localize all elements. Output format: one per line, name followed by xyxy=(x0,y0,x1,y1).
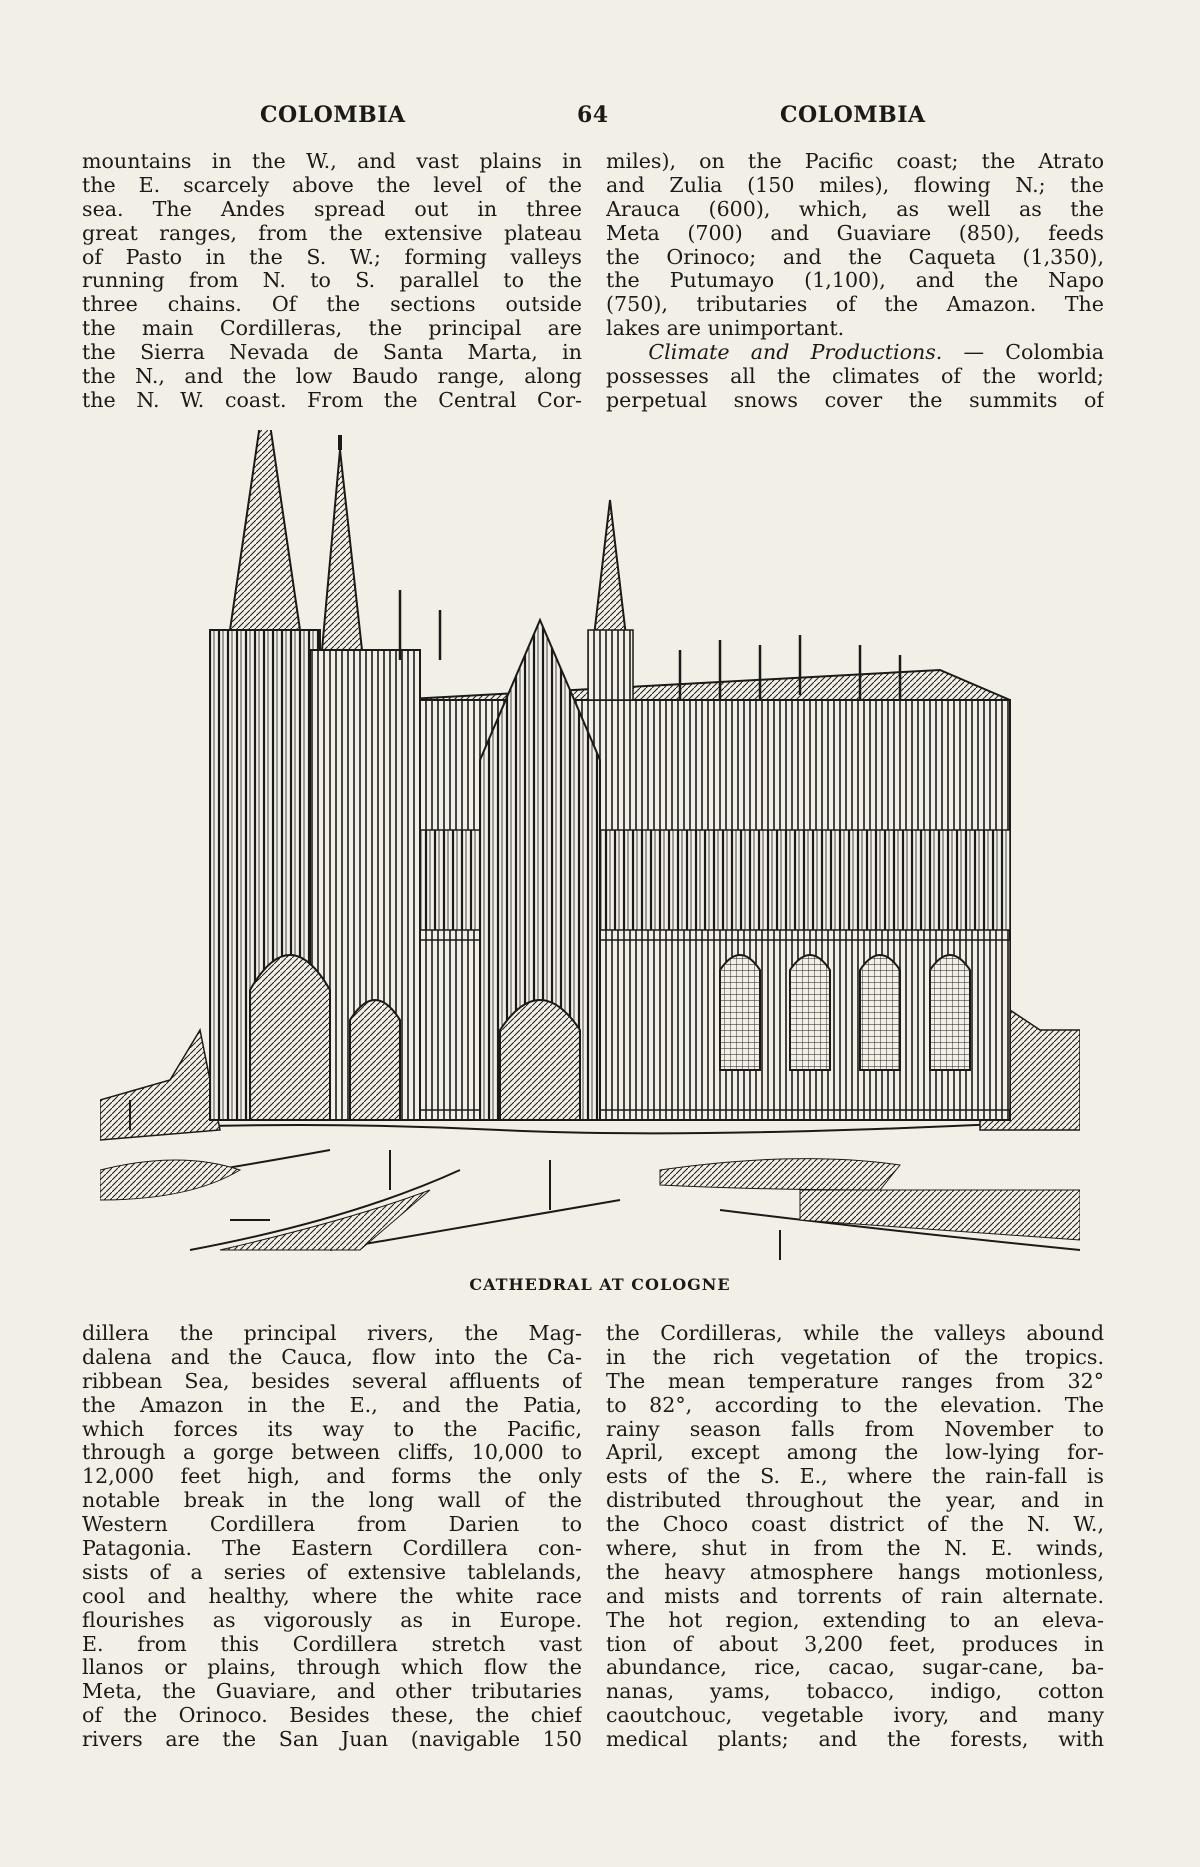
text-line: three chains. Of the sections outside xyxy=(82,293,582,317)
text-line: Meta (700) and Guaviare (850), feeds xyxy=(606,221,1104,245)
text-line: E. from this Cordillera stretch vast xyxy=(82,1632,582,1656)
text-line: the E. scarcely above the level of the xyxy=(82,173,582,197)
text-line: the Choco coast district of the N. W., xyxy=(606,1513,1104,1537)
section-heading: Climate and Productions. xyxy=(648,341,943,365)
text-line: great ranges, from the extensive plateau xyxy=(82,221,582,245)
text-line: dillera the principal rivers, the Mag- xyxy=(82,1322,582,1345)
text-line: to 82°, according to the elevation. The xyxy=(606,1393,1104,1417)
text-line: perpetual snows cover the summits of xyxy=(606,388,1104,412)
text-line: cool and healthy, where the white race xyxy=(82,1584,582,1608)
text-line: rainy season falls from November to xyxy=(606,1417,1104,1441)
section-heading-line xyxy=(606,341,1104,365)
page-number: 64 xyxy=(577,102,609,128)
text-line: dalena and the Cauca, flow into the Ca- xyxy=(82,1345,582,1369)
text-line: nanas, yams, tobacco, indigo, cotton xyxy=(606,1680,1104,1704)
text-line: the Amazon in the E., and the Patia, xyxy=(82,1393,582,1417)
text-line: the Cordilleras, while the valleys abound xyxy=(606,1322,1104,1345)
text-line: of the Orinoco. Besides these, the chief xyxy=(82,1704,582,1728)
text-line: the Sierra Nevada de Santa Marta, in xyxy=(82,341,582,365)
text-line: miles), on the Pacific coast; the Atrato xyxy=(606,150,1104,173)
text-line: notable break in the long wall of the xyxy=(82,1489,582,1513)
text-line: which forces its way to the Pacific, xyxy=(82,1417,582,1441)
text-line: the Putumayo (1,100), and the Napo xyxy=(606,269,1104,293)
text-line: the Orinoco; and the Caqueta (1,350), xyxy=(606,245,1104,269)
column-bottom-left xyxy=(82,1322,582,1752)
text-line: ribbean Sea, besides several affluents of xyxy=(82,1369,582,1393)
text-line: where, shut in from the N. E. winds, xyxy=(606,1537,1104,1561)
text-line: caoutchouc, vegetable ivory, and many xyxy=(606,1704,1104,1728)
text-line: medical plants; and the forests, with xyxy=(606,1728,1104,1752)
text-line: in the rich vegetation of the tropics. xyxy=(606,1345,1104,1369)
text-line: possesses all the climates of the world; xyxy=(606,365,1104,389)
text-line: April, except among the low-lying for- xyxy=(606,1441,1104,1465)
text-line: running from N. to S. parallel to the xyxy=(82,269,582,293)
text-line: tion of about 3,200 feet, produces in xyxy=(606,1632,1104,1656)
text-line: through a gorge between cliffs, 10,000 to xyxy=(82,1441,582,1465)
text-line: ests of the S. E., where the rain-fall is xyxy=(606,1465,1104,1489)
figure-caption: CATHEDRAL AT COLOGNE xyxy=(469,1275,731,1294)
header-left-title: COLOMBIA xyxy=(260,102,406,128)
cathedral-illustration xyxy=(100,430,1080,1260)
text-line: of Pasto in the S. W.; forming valleys xyxy=(82,245,582,269)
text-line: abundance, rice, cacao, sugar-cane, ba- xyxy=(606,1656,1104,1680)
text-line: the heavy atmosphere hangs motionless, xyxy=(606,1560,1104,1584)
header-right-title: COLOMBIA xyxy=(780,102,926,128)
column-top-right xyxy=(606,150,1104,413)
text-line: mountains in the W., and vast plains in xyxy=(82,150,582,173)
text-line: and Zulia (150 miles), flowing N.; the xyxy=(606,173,1104,197)
text-line: the main Cordilleras, the principal are xyxy=(82,317,582,341)
text-line: the N., and the low Baudo range, along xyxy=(82,365,582,389)
text-line: distributed throughout the year, and in xyxy=(606,1489,1104,1513)
running-header xyxy=(80,102,1120,132)
text-line: Meta, the Guaviare, and other tributaries xyxy=(82,1680,582,1704)
text-line: Patagonia. The Eastern Cordillera con- xyxy=(82,1537,582,1561)
text-line: and mists and torrents of rain alternate. xyxy=(606,1584,1104,1608)
text-line: The hot region, extending to an eleva- xyxy=(606,1608,1104,1632)
text-line: lakes are unimportant. xyxy=(606,317,845,341)
text-line: the N. W. coast. From the Central Cor- xyxy=(82,388,582,412)
text-line: sists of a series of extensive tablelands, xyxy=(82,1560,582,1584)
text-line: llanos or plains, through which flow the xyxy=(82,1656,582,1680)
column-top-left xyxy=(82,150,582,413)
column-bottom-right xyxy=(606,1322,1104,1752)
section-heading-rest: — Colombia xyxy=(942,341,1104,365)
text-line: 12,000 feet high, and forms the only xyxy=(82,1465,582,1489)
text-line: flourishes as vigorously as in Europe. xyxy=(82,1608,582,1632)
text-line: sea. The Andes spread out in three xyxy=(82,197,582,221)
text-line: Arauca (600), which, as well as the xyxy=(606,197,1104,221)
text-line: rivers are the San Juan (navigable 150 xyxy=(82,1728,582,1752)
text-line: (750), tributaries of the Amazon. The xyxy=(606,293,1104,317)
text-line: Western Cordillera from Darien to xyxy=(82,1513,582,1537)
text-line: The mean temperature ranges from 32° xyxy=(606,1369,1104,1393)
